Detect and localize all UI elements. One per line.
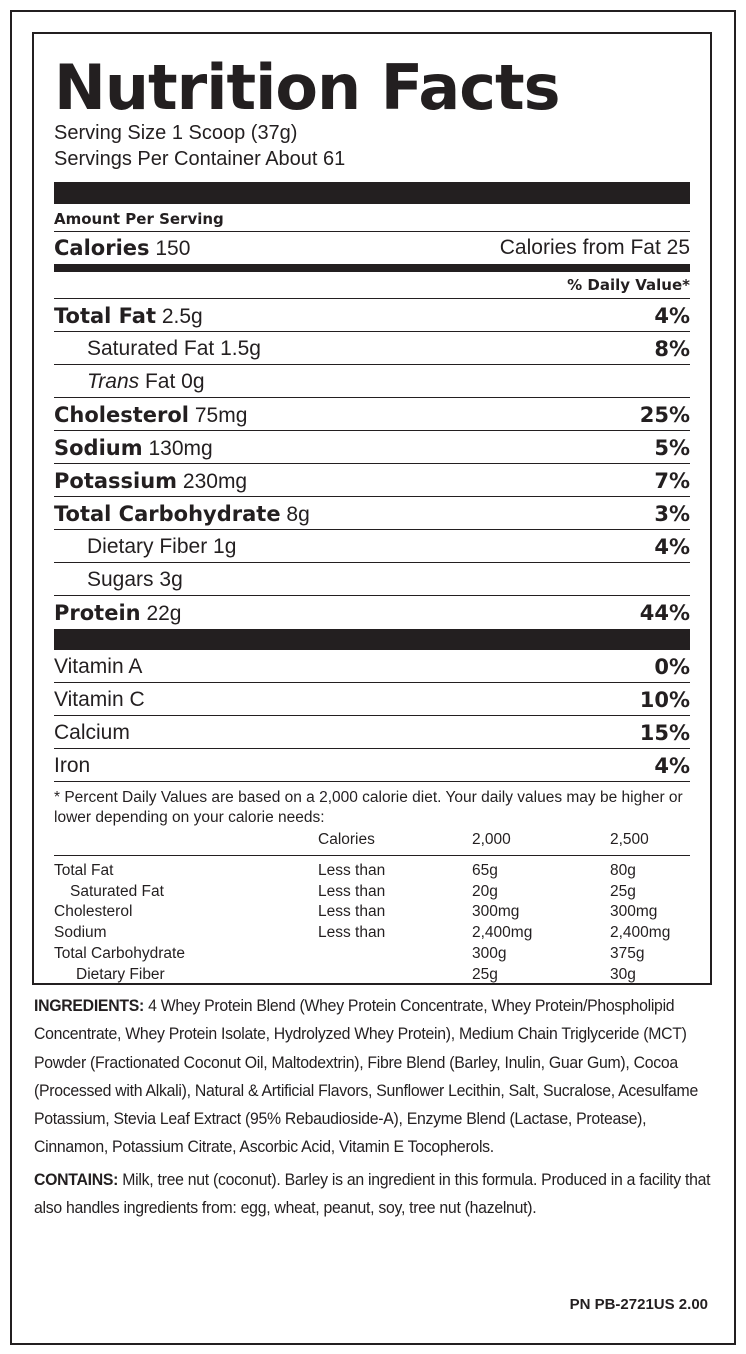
nutrient-daily-value: 3% <box>654 502 690 526</box>
nutrient-label: Dietary Fiber <box>87 535 208 558</box>
nutrient-amount: 230mg <box>182 470 248 493</box>
table-cell: 300g <box>472 944 507 962</box>
vitamin-list <box>54 650 690 782</box>
nutrient-amount: 8g <box>286 503 310 526</box>
table-row <box>54 828 690 855</box>
table-cell: 30g <box>610 965 636 983</box>
nutrient-amount: 75mg <box>194 404 248 427</box>
table-cell: 65g <box>472 861 498 879</box>
nutrient-label: Total Carbohydrate <box>54 502 281 526</box>
table-row <box>54 855 690 881</box>
nutrient-label: Sodium <box>54 436 143 460</box>
nutrient-daily-value: 5% <box>654 436 690 460</box>
nutrient-row <box>54 365 690 398</box>
nutrient-list <box>54 299 690 629</box>
table-cell: Sodium <box>54 924 107 942</box>
table-cell: 25g <box>472 965 498 983</box>
table-cell: 80g <box>610 861 636 879</box>
table-cell: 2,000 <box>472 828 610 855</box>
contains-text: Milk, tree nut (coconut). Barley is an ingredient in this formula. Produced in a facility that also handles ingredients from: egg, wheat, peanut, soy, tree nut (hazelnut). <box>34 1170 711 1218</box>
nutrient-daily-value: 8% <box>654 337 690 361</box>
nutrient-name <box>54 596 182 629</box>
table-cell: Saturated Fat <box>70 882 164 900</box>
table-cell <box>318 965 472 986</box>
calories-value: 150 <box>155 237 191 260</box>
table-row <box>54 923 690 944</box>
vitamin-row <box>54 650 690 683</box>
nutrient-daily-value: 4% <box>654 535 690 559</box>
ingredients-text: 4 Whey Protein Blend (Whey Protein Concentrate, Whey Protein/Phospholipid Concentrate, Whey Protein Isolate, Hydrolyzed Whey Protein), Medium Chain Triglyceride (MCT) Powder (Fractionated Coconut Oil, Maltodextrin), Fibre Blend (Barley, Inulin, Guar Gum), Cocoa (Processed with Alkali), Natural & Artificial Flavors, Sunflower Lecithin, Salt, Sucralose, Acesulfame Potassium, Stevia Leaf Extract (95% Rebaudioside-A), Enzyme Blend (Lactase, Protease), Cinnamon, Potassium Citrate, Ascorbic Acid, Vitamin E Tocopherols. <box>34 996 698 1157</box>
daily-value-footnote: * Percent Daily Values are based on a 2,000 calorie diet. Your daily values may be higher or lower depending on your calorie needs: <box>54 789 683 826</box>
nutrient-label: Cholesterol <box>54 403 189 427</box>
contains-heading: CONTAINS: <box>34 1170 119 1189</box>
table-cell: 2,400mg <box>610 924 671 942</box>
vitamin-name: Vitamin A <box>54 655 143 678</box>
table-cell: Cholesterol <box>54 903 133 921</box>
nutrient-daily-value: 4% <box>654 304 690 328</box>
calories-row <box>54 232 690 264</box>
table-row <box>54 882 690 903</box>
nutrient-daily-value: 25% <box>639 403 690 427</box>
nutrient-daily-value: 7% <box>654 469 690 493</box>
nutrient-amount: 1.5g <box>220 337 261 360</box>
nutrient-row <box>54 398 690 431</box>
medium-divider <box>54 264 690 272</box>
nutrient-row <box>54 332 690 365</box>
nutrient-amount: 0g <box>181 370 205 393</box>
nutrient-label: Total Fat <box>54 304 157 328</box>
nutrition-facts-panel <box>32 32 712 985</box>
vitamin-name: Calcium <box>54 721 130 744</box>
nutrient-amount: 130mg <box>148 437 213 460</box>
nutrient-row <box>54 497 690 530</box>
nutrient-label: Protein <box>54 601 141 625</box>
nutrient-label: Saturated Fat <box>87 337 215 360</box>
nutrient-name <box>54 365 205 397</box>
nutrient-name <box>54 299 203 331</box>
vitamin-row <box>54 749 690 782</box>
nutrient-amount: 2.5g <box>161 305 203 328</box>
vitamin-name: Vitamin C <box>54 688 145 711</box>
nutrient-name <box>54 332 261 364</box>
nutrient-name <box>54 464 247 496</box>
table-cell: 375g <box>610 944 645 962</box>
nutrient-row <box>54 563 690 596</box>
nutrient-amount: 22g <box>146 602 182 625</box>
nutrient-name <box>54 530 236 562</box>
vitamin-daily-value: 4% <box>654 754 690 778</box>
servings-per-container: Servings Per Container About 61 <box>54 148 346 170</box>
table-cell: Less than <box>318 924 386 942</box>
table-cell: Total Fat <box>54 861 114 879</box>
nutrient-label: Potassium <box>54 469 178 493</box>
table-cell: Calories <box>318 828 472 855</box>
vitamin-row <box>54 716 690 749</box>
table-row <box>54 944 690 965</box>
table-cell: Dietary Fiber <box>76 965 165 983</box>
table-cell: 20g <box>472 882 498 900</box>
nutrient-amount: 3g <box>159 568 183 591</box>
daily-value-header: % Daily Value* <box>54 272 690 299</box>
ingredients-heading: INGREDIENTS: <box>34 996 144 1015</box>
nutrient-amount: 1g <box>213 535 237 558</box>
table-cell: 25g <box>610 882 636 900</box>
part-number: PN PB-2721US 2.00 <box>569 1296 708 1313</box>
table-row <box>54 902 690 923</box>
table-cell: Less than <box>318 882 386 900</box>
daily-value-reference-table <box>54 828 690 986</box>
table-cell: 300mg <box>472 903 520 921</box>
nutrition-facts-title: Nutrition Facts <box>54 51 560 124</box>
nutrient-row <box>54 299 690 332</box>
vitamin-daily-value: 15% <box>639 721 690 745</box>
table-cell: 2,400mg <box>472 924 533 942</box>
vitamin-name: Iron <box>54 754 91 777</box>
table-cell: Total Carbohydrate <box>54 944 185 962</box>
nutrient-label: Sugars <box>87 568 154 591</box>
table-cell <box>318 944 472 965</box>
table-row <box>54 965 690 986</box>
serving-size: Serving Size 1 Scoop (37g) <box>54 122 298 144</box>
table-cell: Less than <box>318 861 386 879</box>
nutrient-name <box>54 563 183 595</box>
nutrient-name <box>54 431 213 463</box>
nutrient-row <box>54 464 690 497</box>
amount-per-serving: Amount Per Serving <box>54 204 690 232</box>
calories-label: Calories <box>54 236 150 260</box>
vitamin-daily-value: 0% <box>654 655 690 679</box>
calories-left <box>54 232 190 264</box>
nutrient-row <box>54 530 690 563</box>
nutrient-daily-value: 44% <box>639 601 690 625</box>
table-cell: Less than <box>318 903 386 921</box>
ingredients-statement <box>34 992 714 1162</box>
vitamin-daily-value: 10% <box>639 688 690 712</box>
vitamin-row <box>54 683 690 716</box>
nutrient-name-italic: Trans <box>87 370 140 393</box>
table-cell <box>54 828 318 855</box>
nutrient-row <box>54 596 690 629</box>
nutrient-row <box>54 431 690 464</box>
calories-from-fat: Calories from Fat 25 <box>499 236 690 259</box>
thick-divider <box>54 182 690 204</box>
thick-divider <box>54 629 690 650</box>
table-cell: 300mg <box>610 903 658 921</box>
table-cell: 2,500 <box>610 828 690 855</box>
nutrient-name <box>54 398 247 430</box>
allergen-statement <box>34 1166 714 1223</box>
nutrient-name <box>54 497 310 529</box>
nutrient-label: Fat <box>144 370 176 393</box>
